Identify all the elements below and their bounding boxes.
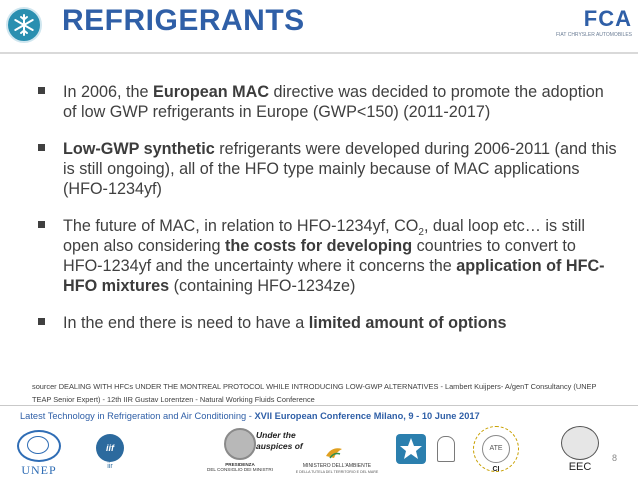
bird-icon <box>324 446 344 460</box>
bullet-item <box>38 139 618 199</box>
ministero-line1: MINISTERO DELL'AMBIENTE <box>302 463 372 469</box>
presidenza-line2: DEL CONSIGLIO DEI MINISTRI <box>207 467 273 472</box>
slide-title: REFRIGERANTS <box>62 4 305 37</box>
bullet-text: 2 <box>418 227 424 239</box>
unep-label: UNEP <box>21 463 57 477</box>
star-emblem-icon <box>396 434 426 464</box>
iir-logo <box>84 434 136 474</box>
bullet-text: The future of MAC, in relation to HFO-1234yf, CO <box>63 217 419 235</box>
logo-subtext: FIAT CHRYSLER AUTOMOBILES <box>555 32 632 38</box>
shield-icon <box>437 436 455 462</box>
title-bar <box>0 0 638 56</box>
ministero-logo <box>290 446 384 478</box>
bullet-emphasis: limited amount of options <box>308 314 507 332</box>
footer-caption-bold: XVII European Conference Milano, 9 - 10 June 2017 <box>254 411 480 421</box>
bullet-item <box>38 82 618 122</box>
eec-label: EEC <box>568 461 592 473</box>
bullet-emphasis: application of HFC-HFO mixtures <box>63 257 605 295</box>
bullet-text: In the end there is need to have a <box>63 314 309 332</box>
ate-inner: ATE <box>482 435 510 463</box>
bullet-text: directive was decided to promote the adoption of low GWP refrigerants in Europe (GWP<150) (2011-2017) <box>63 83 604 121</box>
bullet-square-icon <box>38 221 45 228</box>
institution-emblem <box>432 436 460 462</box>
bullet-emphasis: European MAC <box>153 83 270 101</box>
bullet-text: countries to convert to HFO-1234yf and the uncertainty where it concerns the <box>63 237 576 275</box>
iif-mark: iif <box>96 434 124 462</box>
footer-caption-regular: Latest Technology in Refrigeration and Air Conditioning - <box>20 411 255 421</box>
bullet-item <box>38 216 618 296</box>
title-divider <box>0 52 638 54</box>
logo-mark: FCA <box>583 6 632 31</box>
bullet-text: (containing HFO-1234ze) <box>169 277 356 295</box>
source-citation: sourcer DEALING WITH HFCs UNDER THE MONTREAL PROTOCOL WHILE INTRODUCING LOW-GWP ALTERNATIVES - Lambert Kuijpers- A/genT Consultancy (UNEP TEAP Senior Expert) - 12th IIR Gustav Lorentzen - Natural Working Fluids Conference <box>32 382 597 404</box>
ate-logo <box>470 426 522 478</box>
sponsor-logos <box>0 424 638 479</box>
eec-logo <box>556 426 604 478</box>
bullet-emphasis: Low-GWP synthetic <box>63 140 215 158</box>
bullet-list <box>38 82 618 350</box>
ministero-line2: E DELLA TUTELA DEL TERRITORIO E DEL MARE <box>295 470 379 474</box>
iir-label: iir <box>107 463 113 470</box>
footer-caption <box>20 411 480 421</box>
snowflake-icon <box>6 7 42 43</box>
page-number: 8 <box>612 453 618 463</box>
bullet-text: refrigerants were developed during 2006-2011 (and this is still ongoing), all of the HFO type mainly because of MAC applications (HFO-1234yf) <box>63 140 617 198</box>
bullet-item <box>38 313 618 333</box>
ate-sublabel: CI <box>492 466 500 473</box>
unep-logo <box>14 430 64 478</box>
bullet-text: , dual loop etc… is still open also considering <box>63 217 585 255</box>
bullet-text: In 2006, the <box>63 83 154 101</box>
seal-icon <box>224 428 256 460</box>
auspices-label: Under the auspices of <box>256 430 303 451</box>
bullet-square-icon <box>38 144 45 151</box>
bullet-square-icon <box>38 318 45 325</box>
fca-logo <box>544 8 632 44</box>
bullet-square-icon <box>38 87 45 94</box>
footer-divider <box>0 405 638 406</box>
bullet-emphasis: the costs for developing <box>225 237 413 255</box>
presidenza-line1: PRESIDENZA <box>225 462 255 467</box>
globe-icon <box>561 426 599 460</box>
unep-emblem <box>17 430 61 462</box>
